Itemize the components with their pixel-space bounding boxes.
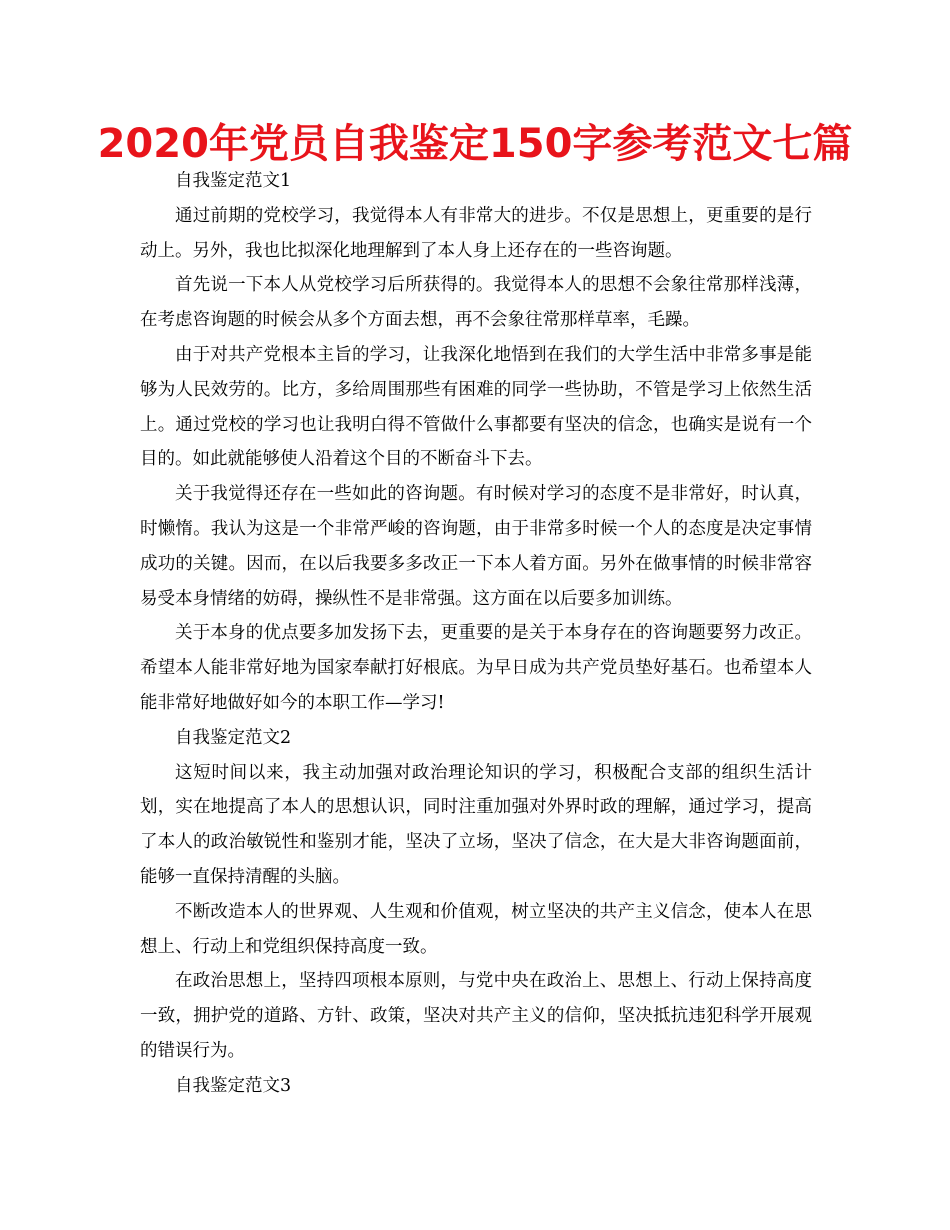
paragraph: 这短时间以来，我主动加强对政治理论知识的学习，积极配合支部的组织生活计划，实在地提高了本人的思想认识，同时注重加强对外界时政的理解，通过学习，提高了本人的政治敏锐性和鉴别才能，坚决了立场，坚决了信念，在大是大非咨询题面前，能够一直保持清醒的头脑。	[140, 762, 812, 887]
paragraph: 不断改造本人的世界观、人生观和价值观，树立坚决的共产主义信念，使本人在思想上、行动上和党组织保持高度一致。	[140, 901, 812, 957]
paragraph: 由于对共产党根本主旨的学习，让我深化地悟到在我们的大学生活中非常多事是能够为人民效劳的。比方，多给周围那些有困难的同学一些协助，不管是学习上依然生活上。通过党校的学习也让我明白得不管做什么事都要有坚决的信念，也确实是说有一个目的。如此就能够使人沿着这个目的不断奋斗下去。	[140, 344, 812, 470]
paragraph: 关于我觉得还存在一些如此的咨询题。有时候对学习的态度不是非常好，时认真，时懒惰。我认为这是一个非常严峻的咨询题，由于非常多时候一个人的态度是决定事情成功的关键。因而，在以后我要多多改正一下本人着方面。另外在做事情的时候非常容易受本身情绪的妨碍，操纵性不是非常强。这方面在以后要多加训练。	[140, 484, 812, 609]
paragraph: 在政治思想上，坚持四项根本原则，与党中央在政治上、思想上、行动上保持高度一致，拥护党的道路、方针、政策，坚决对共产主义的信仰，坚决抵抗违犯科学开展观的错误行为。	[140, 971, 812, 1061]
document-body	[140, 164, 812, 1104]
section-heading: 自我鉴定范文3	[175, 1075, 292, 1096]
document-title: 2020年党员自我鉴定150字参考范文七篇	[97, 121, 853, 167]
paragraph: 关于本身的优点要多加发扬下去，更重要的是关于本身存在的咨询题要努力改正。希望本人能非常好地为国家奉献打好根底。为早日成为共产党员垫好基石。也希望本人能非常好地做好如今的本职工作—学习!	[140, 623, 812, 713]
paragraph: 首先说一下本人从党校学习后所获得的。我觉得本人的思想不会象往常那样浅薄，在考虑咨询题的时候会从多个方面去想，再不会象往常那样草率，毛躁。	[140, 275, 812, 331]
section-heading: 自我鉴定范文1	[175, 171, 292, 191]
paragraph: 通过前期的党校学习，我觉得本人有非常大的进步。不仅是思想上，更重要的是行动上。另外，我也比拟深化地理解到了本人身上还存在的一些咨询题。	[140, 205, 812, 261]
section-heading: 自我鉴定范文2	[175, 727, 292, 748]
